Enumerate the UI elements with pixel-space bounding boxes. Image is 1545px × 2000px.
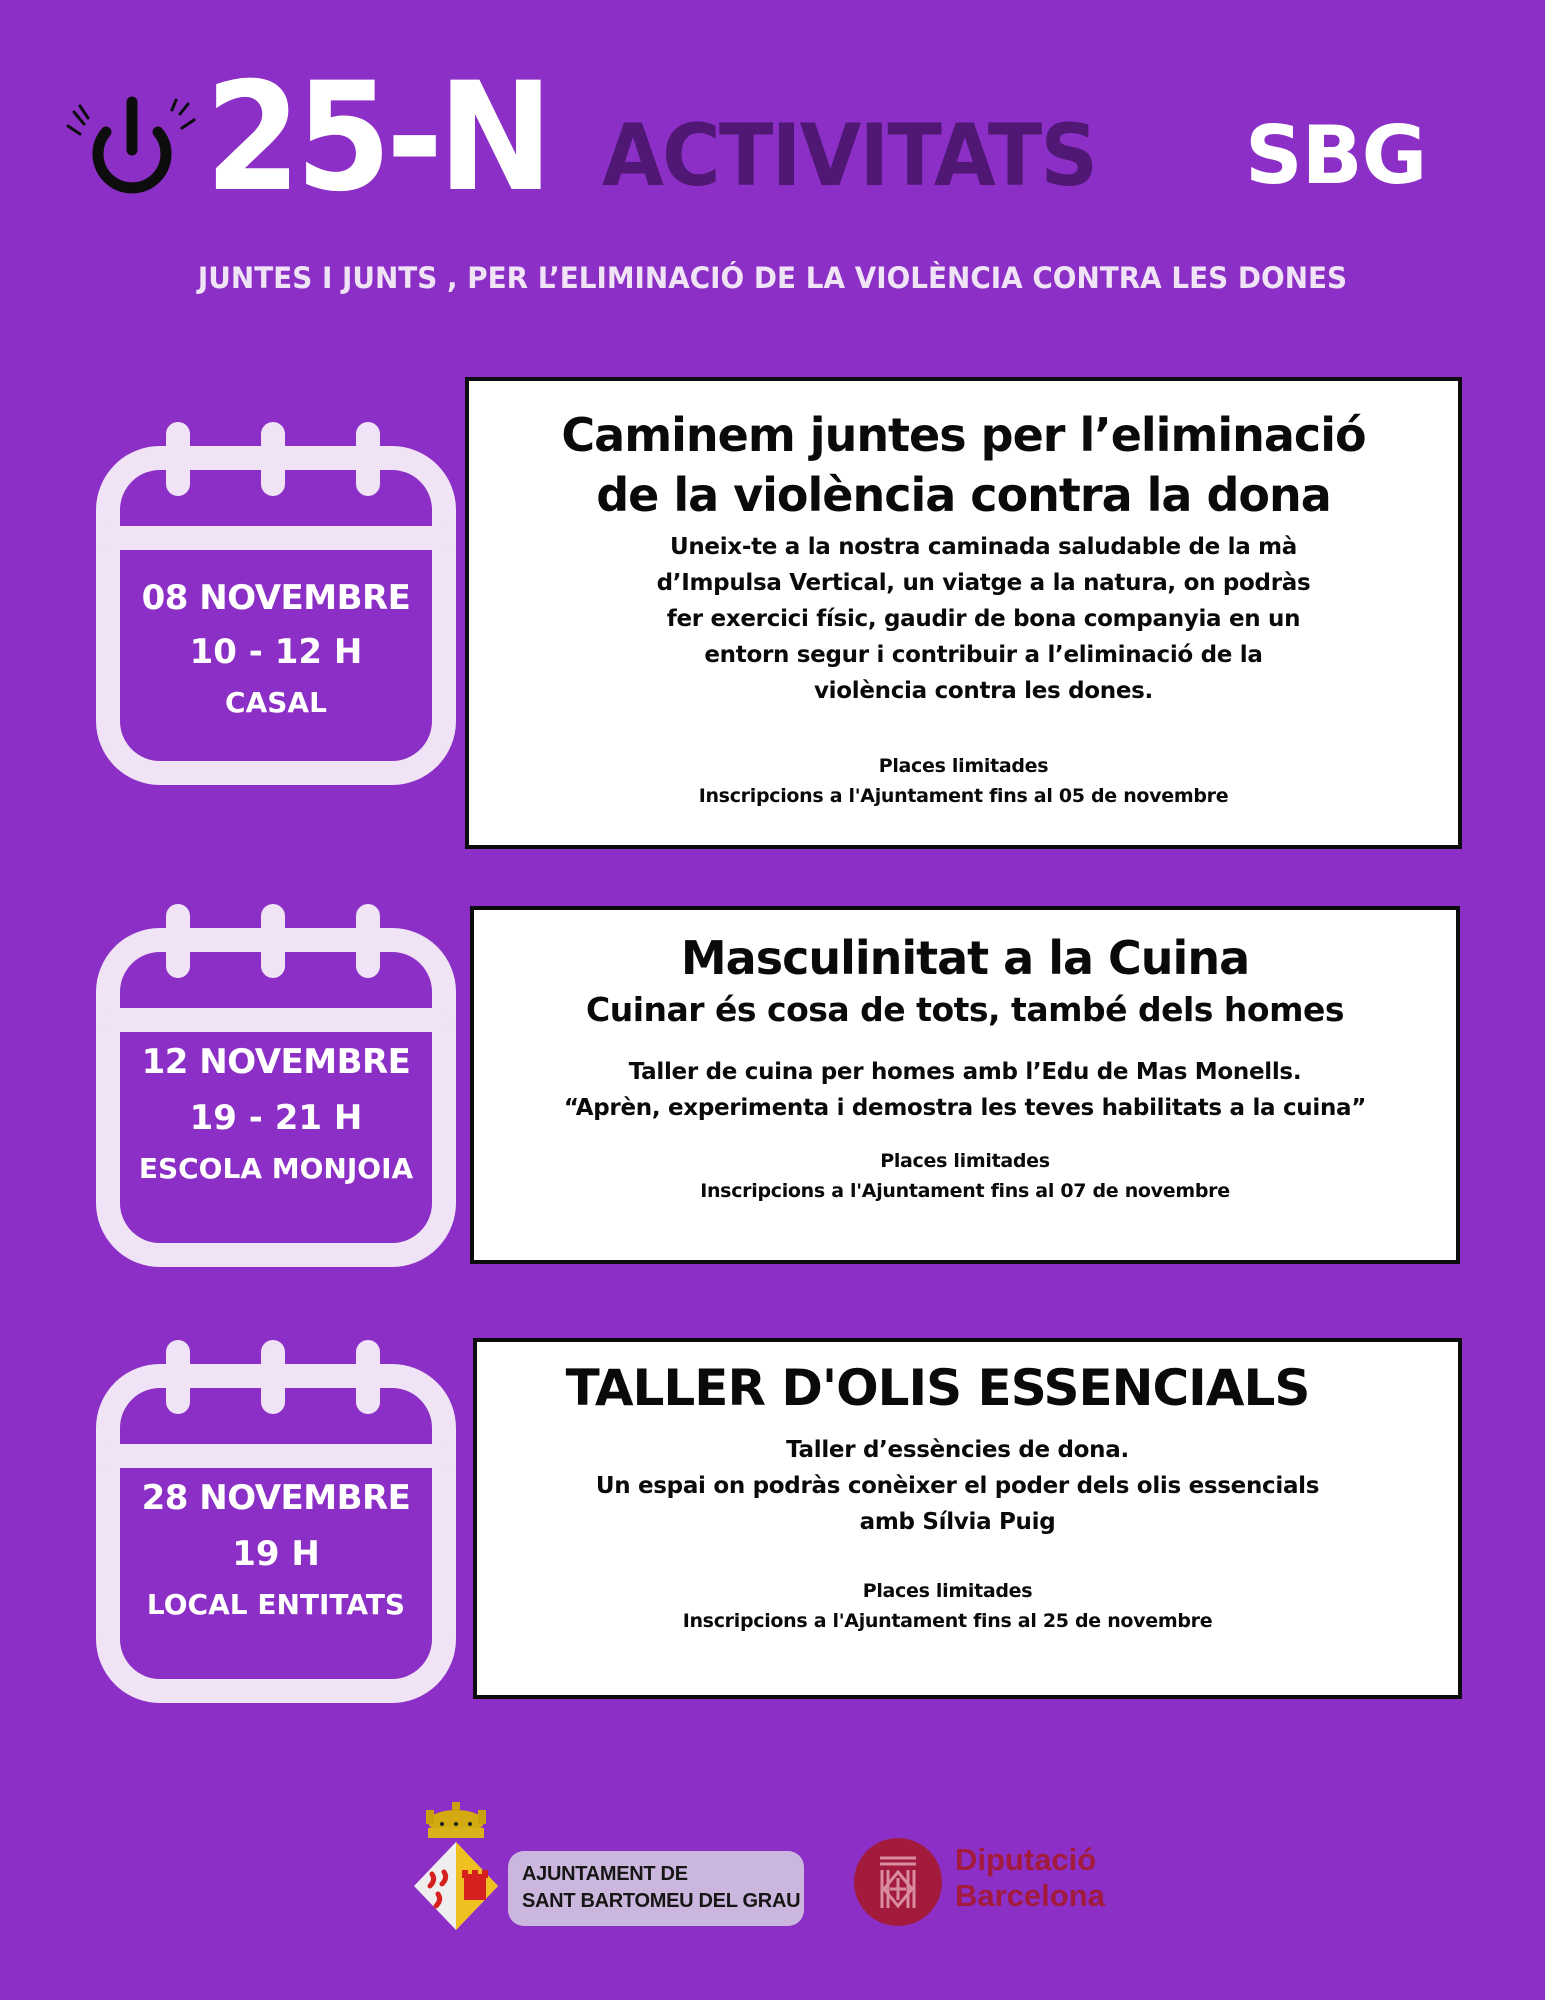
event-card-3 xyxy=(473,1338,1462,1699)
event-time: 10 - 12 H xyxy=(189,632,363,672)
event-description: Taller de cuina per homes amb l’Edu de Mas Monells. xyxy=(628,1059,1302,1085)
event-description: Uneix-te a la nostra caminada saludable de la mà xyxy=(669,534,1298,560)
event-description: “Aprèn, experimenta i demostra les teves habilitats a la cuina” xyxy=(563,1095,1367,1121)
event-date: 28 NOVEMBRE xyxy=(141,1478,411,1518)
places-limitades-note: Places limitades xyxy=(880,1150,1050,1172)
registration-deadline: Inscripcions a l'Ajuntament fins al 05 de novembre xyxy=(698,785,1229,807)
event-title: de la violència contra la dona xyxy=(596,468,1331,522)
registration-deadline: Inscripcions a l'Ajuntament fins al 25 de novembre xyxy=(682,1610,1213,1632)
ajuntament-logo xyxy=(508,1851,804,1926)
diputacio-barcelona-text xyxy=(955,1842,1105,1914)
event-place: ESCOLA MONJOIA xyxy=(138,1152,414,1185)
title-activitats: ACTIVITATS xyxy=(602,106,1097,206)
event-subtitle: Cuinar és cosa de tots, també dels homes xyxy=(585,990,1344,1029)
calendar-badge-event-1 xyxy=(96,420,456,785)
diputacio-line: Barcelona xyxy=(955,1878,1105,1913)
event-place: LOCAL ENTITATS xyxy=(146,1588,406,1621)
places-limitades-note: Places limitades xyxy=(862,1580,1033,1602)
event-card-2 xyxy=(470,906,1460,1264)
calendar-icon xyxy=(96,1338,456,1703)
ajuntament-name-line: AJUNTAMENT DE xyxy=(522,1863,688,1885)
registration-deadline: Inscripcions a l'Ajuntament fins al 07 de novembre xyxy=(700,1180,1230,1202)
event-card-1 xyxy=(465,377,1462,849)
event-title: TALLER D'OLIS ESSENCIALS xyxy=(565,1359,1310,1417)
event-time: 19 - 21 H xyxy=(189,1098,363,1138)
title-25n: 25-N xyxy=(205,51,548,225)
event-description: d’Impulsa Vertical, un viatge a la natura, on podràs xyxy=(656,570,1311,596)
diputacio-line: Diputació xyxy=(955,1842,1097,1877)
event-description: Taller d’essències de dona. xyxy=(786,1437,1129,1463)
event-description: Un espai on podràs conèixer el poder dels olis essencials xyxy=(595,1473,1320,1499)
event-description: amb Sílvia Puig xyxy=(859,1509,1056,1535)
event-title: Caminem juntes per l’eliminació xyxy=(561,408,1366,462)
event-time: 19 H xyxy=(232,1534,320,1574)
event-place: CASAL xyxy=(225,686,327,719)
diputacio-logo-icon xyxy=(852,1836,944,1928)
ajuntament-name-line: SANT BARTOMEU DEL GRAU xyxy=(522,1890,801,1912)
coat-of-arms-icon xyxy=(410,1800,502,1930)
event-description: fer exercici físic, gaudir de bona companyia en un xyxy=(666,606,1301,632)
event-description: violència contra les dones. xyxy=(813,678,1153,704)
calendar-badge-event-2 xyxy=(96,902,456,1267)
event-title: Masculinitat a la Cuina xyxy=(680,931,1250,985)
places-limitades-note: Places limitades xyxy=(878,755,1049,777)
calendar-badge-event-3 xyxy=(96,1338,456,1703)
page-subtitle: JUNTES I JUNTS , PER L’ELIMINACIÓ DE LA VIOLÈNCIA CONTRA LES DONES xyxy=(197,261,1348,295)
event-date: 12 NOVEMBRE xyxy=(141,1042,411,1082)
event-description: entorn segur i contribuir a l’eliminació de la xyxy=(704,642,1263,668)
event-date: 08 NOVEMBRE xyxy=(141,578,411,618)
calendar-icon xyxy=(96,902,456,1267)
title-sbg: SBG xyxy=(1245,109,1427,202)
power-icon xyxy=(62,92,202,212)
